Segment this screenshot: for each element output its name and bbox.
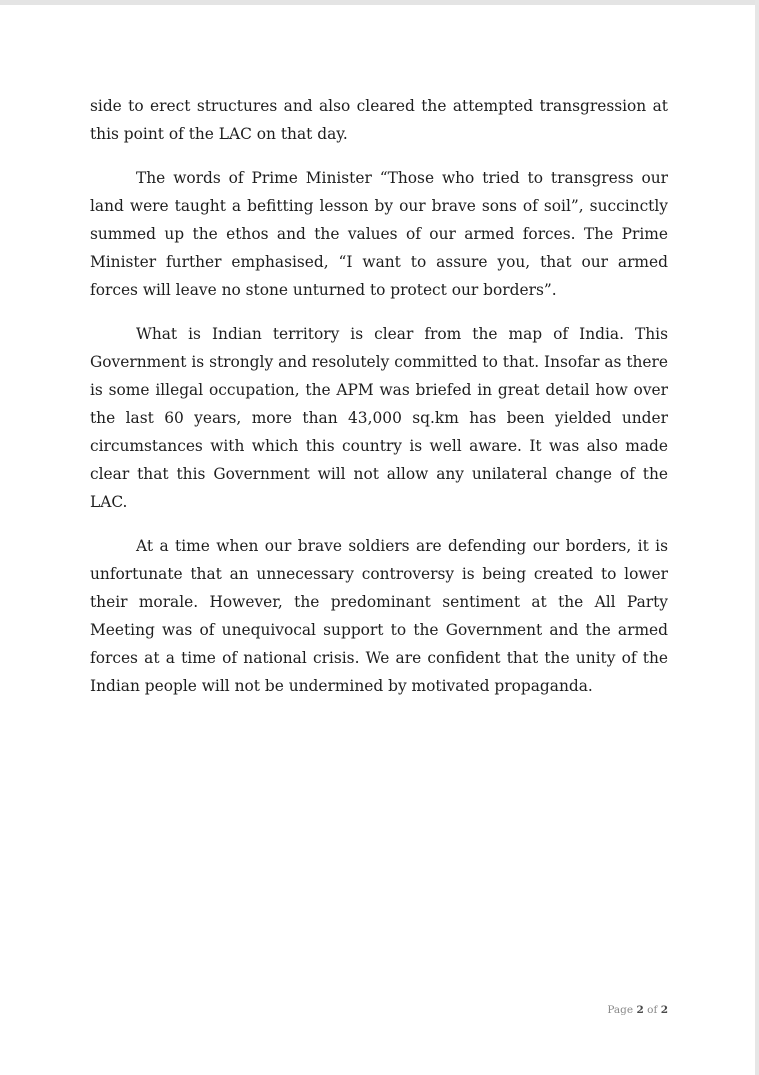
page-top-edge — [0, 0, 759, 5]
of-label: of — [647, 1004, 658, 1016]
paragraph-indian-territory: What is Indian territory is clear from the map of India. This Government is strongly and resolutely committed to that. Insofar as there is some illegal occupation, the APM was briefed in great detail how over the last 60 years, more than 43,000 sq.km has been yielded under circumstances with which this country is well aware. It was also made clear that this Government will not allow any unilateral change of the LAC. — [90, 325, 668, 511]
current-page-number: 2 — [636, 1004, 644, 1016]
page-label: Page — [607, 1004, 634, 1016]
document-body — [90, 92, 668, 716]
paragraph-prime-minister-quote: The words of Prime Minister “Those who tried to transgress our land were taught a befitting lesson by our brave sons of soil”, succinctly summed up the ethos and the values of our armed forces. The Prime Minister further emphasised, “I want to assure you, that our armed forces will leave no stone unturned to protect our borders”. — [90, 169, 668, 299]
paragraph-brave-soldiers: At a time when our brave soldiers are defending our borders, it is unfortunate that an unnecessary controversy is being created to lower their morale. However, the predominant sentiment at the All Party Meeting was of unequivocal support to the Government and the armed forces at a time of national crisis. We are confident that the unity of the Indian people will not be undermined by motivated propaganda. — [90, 537, 668, 695]
page-number-footer — [607, 1004, 668, 1016]
total-pages-number: 2 — [660, 1004, 668, 1016]
paragraph-continuation: side to erect structures and also cleared the attempted transgression at this point of the LAC on that day. — [90, 97, 668, 143]
page-right-edge — [755, 0, 759, 1075]
